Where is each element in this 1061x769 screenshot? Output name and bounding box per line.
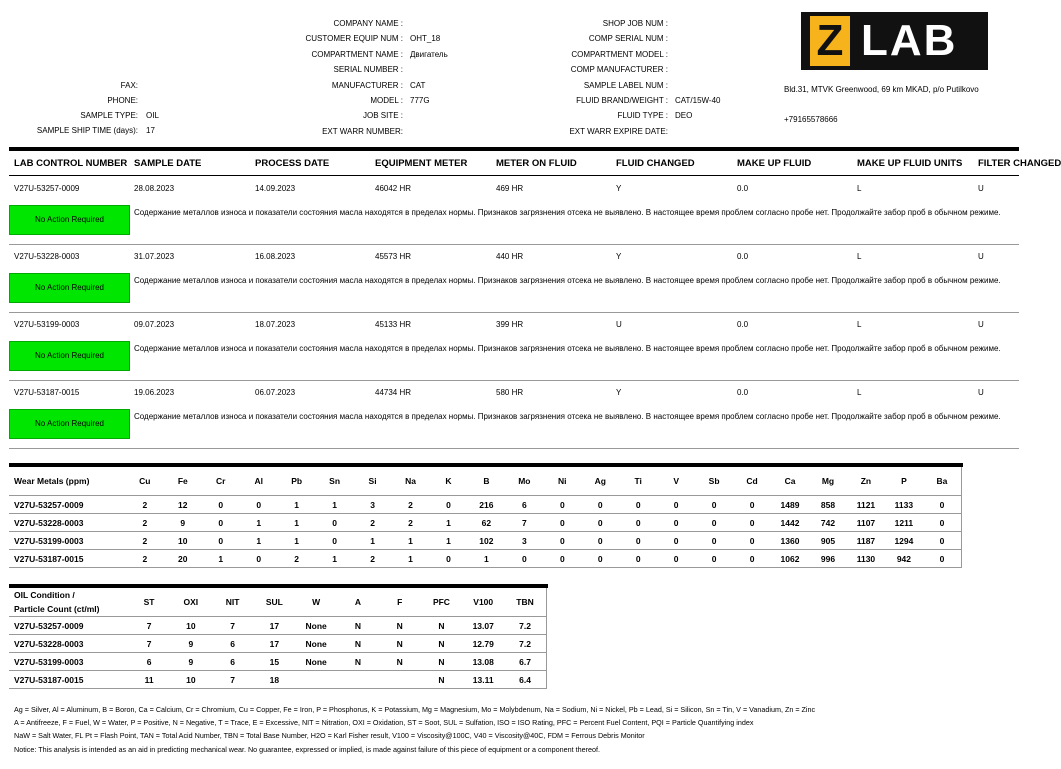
field-label: MODEL : [370, 96, 403, 105]
table-cell: 12.79 [462, 635, 504, 653]
field-label: SAMPLE LABEL NUM : [583, 80, 668, 90]
field-value: DEO [675, 111, 693, 121]
table-cell: 1 [392, 550, 430, 568]
column-header: Ti [619, 467, 657, 496]
table-cell: 0 [695, 550, 733, 568]
column-header: Fe [164, 467, 202, 496]
table-cell: 09.07.2023 [134, 320, 175, 329]
table-row [9, 635, 547, 653]
column-header: B [467, 467, 505, 496]
column-header: K [429, 467, 467, 496]
table-cell: 0 [733, 514, 771, 532]
field-label: MANUFACTURER : [331, 80, 403, 90]
legend-line-2: A = Antifreeze, F = Fuel, W = Water, P = Positive, N = Negative, T = Trace, E = Excessive, NIT = Nitration, OXI = Oxidation, ST = Soot, SUL = Sulfation, ISO = ISO Rating, PFC = Percent Fuel Content, PQI = Particle Quantifying index [14, 718, 754, 727]
table-cell: 0 [695, 514, 733, 532]
row-divider [9, 312, 1019, 313]
table-cell: 12 [164, 496, 202, 514]
column-header: Al [240, 467, 278, 496]
table-cell: Y [616, 184, 622, 193]
column-header: LAB CONTROL NUMBER [14, 158, 128, 169]
table-cell: Y [616, 388, 622, 397]
table-cell: 0 [923, 550, 962, 568]
table-cell: 13.07 [462, 617, 504, 635]
table-cell: 0 [202, 496, 240, 514]
column-header: Sn [316, 467, 354, 496]
table-cell: 2 [278, 550, 316, 568]
table-cell: 1 [278, 496, 316, 514]
table-cell: 0 [543, 514, 581, 532]
table-cell: 0 [543, 532, 581, 550]
table-cell: 996 [809, 550, 847, 568]
table-cell: 2 [126, 514, 164, 532]
table-cell: 6 [212, 653, 254, 671]
title-line: OIL Condition / [14, 590, 75, 600]
table-cell: V27U-53199-0003 [14, 320, 80, 329]
table-cell: 742 [809, 514, 847, 532]
zlab-logo [801, 12, 988, 70]
table-cell: U [978, 184, 984, 193]
table-cell: V27U-53257-0009 [14, 184, 80, 193]
table-cell: 1 [278, 532, 316, 550]
field-label: COMPANY NAME : [333, 19, 403, 28]
table-cell: 1 [240, 532, 278, 550]
row-id: V27U-53187-0015 [9, 671, 128, 689]
table-cell: None [295, 635, 337, 653]
table-row [9, 653, 547, 671]
table-cell: 1187 [847, 532, 885, 550]
company-address: Bld.31, MTVK Greenwood, 69 km MKAD, p/o Putilkovo [784, 85, 979, 94]
table-cell: 7 [128, 635, 170, 653]
field-value: OIL [146, 111, 159, 120]
table-cell: 942 [885, 550, 923, 568]
table-row [9, 514, 962, 532]
table-cell: 1 [316, 496, 354, 514]
column-header: OXI [170, 588, 212, 617]
table-cell: 16.08.2023 [255, 252, 296, 261]
table-row [9, 496, 962, 514]
notice-text: Notice: This analysis is intended as an aid in predicting mechanical wear. No guarantee, expressed or implied, is made against failure of this piece of equipment or a component thereof. [14, 745, 600, 754]
table-cell: 0 [657, 532, 695, 550]
table-cell: N [379, 635, 421, 653]
table-cell: 0 [240, 496, 278, 514]
table-cell [379, 671, 421, 689]
table-cell: 0 [581, 532, 619, 550]
column-header: TBN [504, 588, 546, 617]
column-header: V100 [462, 588, 504, 617]
field-label: EXT WARR NUMBER: [322, 126, 403, 136]
table-cell: 2 [354, 550, 392, 568]
table-cell: U [616, 320, 622, 329]
row-id: V27U-53257-0009 [9, 617, 128, 635]
column-header: Mo [505, 467, 543, 496]
table-cell: 1130 [847, 550, 885, 568]
row-id: V27U-53199-0003 [9, 653, 128, 671]
table-cell: 0 [581, 550, 619, 568]
table-cell: 6 [128, 653, 170, 671]
table-cell [337, 671, 379, 689]
table-cell: 13.08 [462, 653, 504, 671]
table-cell: 0 [581, 514, 619, 532]
table-cell: 0 [619, 514, 657, 532]
table-cell: 62 [467, 514, 505, 532]
column-header: Ag [581, 467, 619, 496]
table-cell: V27U-53228-0003 [14, 252, 80, 261]
table-cell: 905 [809, 532, 847, 550]
table-cell: 1 [278, 514, 316, 532]
table-cell: 0 [657, 514, 695, 532]
column-header: Mg [809, 467, 847, 496]
samples-top-rule [9, 147, 1019, 151]
table-cell: 7 [212, 617, 254, 635]
table-cell: 580 HR [496, 388, 524, 397]
column-header: Cd [733, 467, 771, 496]
table-cell: 15 [254, 653, 296, 671]
table-cell: 17 [254, 617, 296, 635]
table-cell: 0 [695, 496, 733, 514]
table-cell: 45573 HR [375, 252, 412, 261]
column-header: A [337, 588, 379, 617]
table-cell: 28.08.2023 [134, 184, 175, 193]
table-cell: 0 [316, 532, 354, 550]
column-header: MAKE UP FLUID UNITS [857, 158, 963, 169]
field-label: COMP MANUFACTURER : [570, 65, 668, 75]
table-cell: 2 [126, 532, 164, 550]
table-cell: 102 [467, 532, 505, 550]
table-cell: 1107 [847, 514, 885, 532]
field-label: SERIAL NUMBER : [333, 65, 403, 75]
table-cell: 399 HR [496, 320, 524, 329]
column-header: MAKE UP FLUID [737, 158, 812, 169]
table-cell: 10 [164, 532, 202, 550]
column-header: Na [392, 467, 430, 496]
table-cell: 18.07.2023 [255, 320, 296, 329]
table-cell: 1442 [771, 514, 809, 532]
table-cell: 0 [657, 496, 695, 514]
table-cell: 0.0 [737, 184, 749, 193]
sample-comment: Содержание металлов износа и показатели состояния масла находятся в пределах нормы. Признаков загрязнения отсека не выявлено. В настоящее время проблем согласно пробе нет. Продолжайте забор проб в обычном режиме. [134, 276, 1001, 285]
table-cell: 1 [467, 550, 505, 568]
table-cell: N [379, 617, 421, 635]
table-cell: 3 [505, 532, 543, 550]
table-cell: 9 [170, 653, 212, 671]
table-cell: 0 [733, 532, 771, 550]
table-cell: 1211 [885, 514, 923, 532]
table-row [9, 617, 547, 635]
table-cell: 1 [354, 532, 392, 550]
table-cell: 0.0 [737, 252, 749, 261]
field-label: SAMPLE SHIP TIME (days): [36, 126, 138, 135]
table-cell: 0 [923, 496, 962, 514]
table-header-title: Wear Metals (ppm) [9, 467, 126, 496]
table-cell: 1294 [885, 532, 923, 550]
table-cell [295, 671, 337, 689]
column-header: ST [128, 588, 170, 617]
field-value: CAT [410, 80, 426, 90]
table-cell: 1489 [771, 496, 809, 514]
table-cell: 7 [505, 514, 543, 532]
status-badge: No Action Required [9, 205, 130, 235]
table-cell: N [337, 617, 379, 635]
table-cell: 440 HR [496, 252, 524, 261]
column-header: SUL [254, 588, 296, 617]
table-cell: 0 [733, 550, 771, 568]
row-id: V27U-53257-0009 [9, 496, 126, 514]
sample-comment: Содержание металлов износа и показатели состояния масла находятся в пределах нормы. Признаков загрязнения отсека не выявлено. В настоящее время проблем согласно пробе нет. Продолжайте забор проб в обычном режиме. [134, 208, 1001, 217]
field-label: SAMPLE TYPE: [80, 111, 138, 120]
table-cell: 17 [254, 635, 296, 653]
table-cell: N [421, 671, 463, 689]
column-header: FLUID CHANGED [616, 158, 695, 169]
sample-comment: Содержание металлов износа и показатели состояния масла находятся в пределах нормы. Признаков загрязнения отсека не выявлено. В настоящее время проблем согласно пробе нет. Продолжайте забор проб в обычном режиме. [134, 344, 1001, 353]
oil-condition-table [9, 588, 547, 689]
table-cell: 0 [505, 550, 543, 568]
column-header: P [885, 467, 923, 496]
table-cell: 2 [392, 514, 430, 532]
table-cell: 858 [809, 496, 847, 514]
table-cell: None [295, 617, 337, 635]
legend-line-1: Ag = Silver, Al = Aluminum, B = Boron, Ca = Calcium, Cr = Chromium, Cu = Copper, Fe = Iron, P = Phosphorus, K = Potassium, Mg = Magnesium, Mo = Molybdenum, Na = Sodium, Ni = Nickel, Pb = Lead, Si = Silicon, Sn = Tin, V = Vanadium, Zn = Zinc [14, 705, 816, 714]
field-label: EXT WARR EXPIRE DATE: [569, 126, 668, 136]
table-cell: 2 [354, 514, 392, 532]
table-cell: 1 [392, 532, 430, 550]
table-cell: 3 [354, 496, 392, 514]
table-cell: 7.2 [504, 635, 546, 653]
legend-line-3: NaW = Salt Water, FL Pt = Flash Point, TAN = Total Acid Number, TBN = Total Base Number, H2O = Karl Fisher result, V100 = Viscosity@100C, V40 = Viscosity@40C, FDM = Ferrous Debris Monitor [14, 731, 645, 740]
table-cell: 1062 [771, 550, 809, 568]
status-badge: No Action Required [9, 273, 130, 303]
table-cell: N [337, 653, 379, 671]
table-cell: 0 [923, 514, 962, 532]
sample-comment: Содержание металлов износа и показатели состояния масла находятся в пределах нормы. Признаков загрязнения отсека не выявлено. В настоящее время проблем согласно пробе нет. Продолжайте забор проб в обычном режиме. [134, 412, 1001, 421]
column-header: W [295, 588, 337, 617]
table-cell: 0 [240, 550, 278, 568]
table-cell: 44734 HR [375, 388, 412, 397]
table-cell: 13.11 [462, 671, 504, 689]
field-value: OHT_18 [410, 34, 441, 44]
table-cell: 469 HR [496, 184, 524, 193]
table-cell: 0.0 [737, 388, 749, 397]
table-cell: 1360 [771, 532, 809, 550]
status-badge: No Action Required [9, 409, 130, 439]
column-header: Si [354, 467, 392, 496]
field-label: CUSTOMER EQUIP NUM : [305, 34, 403, 44]
field-label: FAX: [120, 81, 138, 90]
column-header: PFC [421, 588, 463, 617]
field-value: 777G [410, 96, 430, 105]
row-id: V27U-53228-0003 [9, 635, 128, 653]
field-value: Двигатель [410, 49, 448, 59]
table-cell: Y [616, 252, 622, 261]
field-label: PHONE: [107, 96, 138, 105]
column-header: Zn [847, 467, 885, 496]
table-cell: 10 [170, 671, 212, 689]
field-label: COMPARTMENT MODEL : [571, 49, 668, 59]
table-cell: 06.07.2023 [255, 388, 296, 397]
table-cell: 9 [170, 635, 212, 653]
column-header: Sb [695, 467, 733, 496]
table-cell: U [978, 252, 984, 261]
table-cell: 7.2 [504, 617, 546, 635]
field-label: JOB SITE : [362, 111, 403, 121]
table-cell: 1 [202, 550, 240, 568]
table-cell: N [421, 653, 463, 671]
table-cell: L [857, 252, 862, 261]
column-header: Ba [923, 467, 962, 496]
column-header: V [657, 467, 695, 496]
table-cell: 18 [254, 671, 296, 689]
column-header: METER ON FLUID [496, 158, 577, 169]
table-cell: 0 [202, 532, 240, 550]
table-cell: V27U-53187-0015 [14, 388, 80, 397]
column-header: SAMPLE DATE [134, 158, 202, 169]
table-cell: 7 [128, 617, 170, 635]
table-cell: 11 [128, 671, 170, 689]
row-divider [9, 380, 1019, 381]
field-label: COMPARTMENT NAME : [311, 49, 403, 59]
table-cell: 0 [619, 496, 657, 514]
table-cell: 19.06.2023 [134, 388, 175, 397]
table-cell: 0 [543, 496, 581, 514]
field-value: CAT/15W-40 [675, 96, 721, 105]
table-cell: 2 [126, 496, 164, 514]
table-cell: 0 [429, 550, 467, 568]
field-label: COMP SERIAL NUM : [588, 34, 668, 44]
company-phone: +79165578666 [784, 115, 838, 124]
table-cell: 0 [429, 496, 467, 514]
table-cell: L [857, 184, 862, 193]
table-header-title [9, 588, 128, 617]
column-header: F [379, 588, 421, 617]
field-label: FLUID BRAND/WEIGHT : [576, 96, 668, 105]
title-line: Particle Count (ct/ml) [14, 604, 100, 614]
table-cell: 45133 HR [375, 320, 412, 329]
table-cell: N [337, 635, 379, 653]
table-cell: 6.7 [504, 653, 546, 671]
table-cell: 46042 HR [375, 184, 412, 193]
table-cell: None [295, 653, 337, 671]
table-cell: 0.0 [737, 320, 749, 329]
table-cell: 216 [467, 496, 505, 514]
table-cell: 1 [429, 514, 467, 532]
field-label: SHOP JOB NUM : [602, 19, 668, 28]
logo-z-mark: Z [810, 16, 850, 66]
table-cell: 0 [619, 532, 657, 550]
table-cell: 2 [392, 496, 430, 514]
column-header: Ni [543, 467, 581, 496]
table-cell: 0 [202, 514, 240, 532]
samples-header-underline [9, 175, 1019, 176]
status-badge: No Action Required [9, 341, 130, 371]
table-row [9, 671, 547, 689]
table-cell: 1 [316, 550, 354, 568]
table-cell: U [978, 388, 984, 397]
table-cell: 2 [126, 550, 164, 568]
table-cell: 14.09.2023 [255, 184, 296, 193]
table-cell: 0 [695, 532, 733, 550]
table-cell: 1 [429, 532, 467, 550]
table-cell: N [421, 617, 463, 635]
column-header: NIT [212, 588, 254, 617]
table-cell: 20 [164, 550, 202, 568]
table-cell: 0 [923, 532, 962, 550]
table-cell: 0 [733, 496, 771, 514]
table-cell: 6 [212, 635, 254, 653]
table-cell: 6 [505, 496, 543, 514]
row-id: V27U-53199-0003 [9, 532, 126, 550]
table-cell: 31.07.2023 [134, 252, 175, 261]
wear-metals-table [9, 467, 962, 568]
table-cell: L [857, 320, 862, 329]
table-cell: 0 [619, 550, 657, 568]
column-header: Pb [278, 467, 316, 496]
table-cell: N [421, 635, 463, 653]
table-cell: U [978, 320, 984, 329]
column-header: EQUIPMENT METER [375, 158, 468, 169]
table-cell: 1121 [847, 496, 885, 514]
logo-lab-text: LAB [861, 16, 958, 65]
table-cell: 0 [581, 496, 619, 514]
table-cell: 10 [170, 617, 212, 635]
field-value: 17 [146, 126, 155, 135]
column-header: PROCESS DATE [255, 158, 330, 169]
table-cell: N [379, 653, 421, 671]
column-header: Ca [771, 467, 809, 496]
table-cell: L [857, 388, 862, 397]
table-cell: 0 [316, 514, 354, 532]
table-cell: 9 [164, 514, 202, 532]
table-cell: 0 [543, 550, 581, 568]
row-id: V27U-53228-0003 [9, 514, 126, 532]
row-divider [9, 448, 1019, 449]
field-label: FLUID TYPE : [617, 111, 668, 121]
column-header: FILTER CHANGED [978, 158, 1061, 169]
table-cell: 6.4 [504, 671, 546, 689]
table-cell: 1 [240, 514, 278, 532]
row-id: V27U-53187-0015 [9, 550, 126, 568]
table-cell: 7 [212, 671, 254, 689]
column-header: Cr [202, 467, 240, 496]
table-row [9, 532, 962, 550]
table-row [9, 550, 962, 568]
table-cell: 0 [657, 550, 695, 568]
row-divider [9, 244, 1019, 245]
column-header: Cu [126, 467, 164, 496]
table-cell: 1133 [885, 496, 923, 514]
